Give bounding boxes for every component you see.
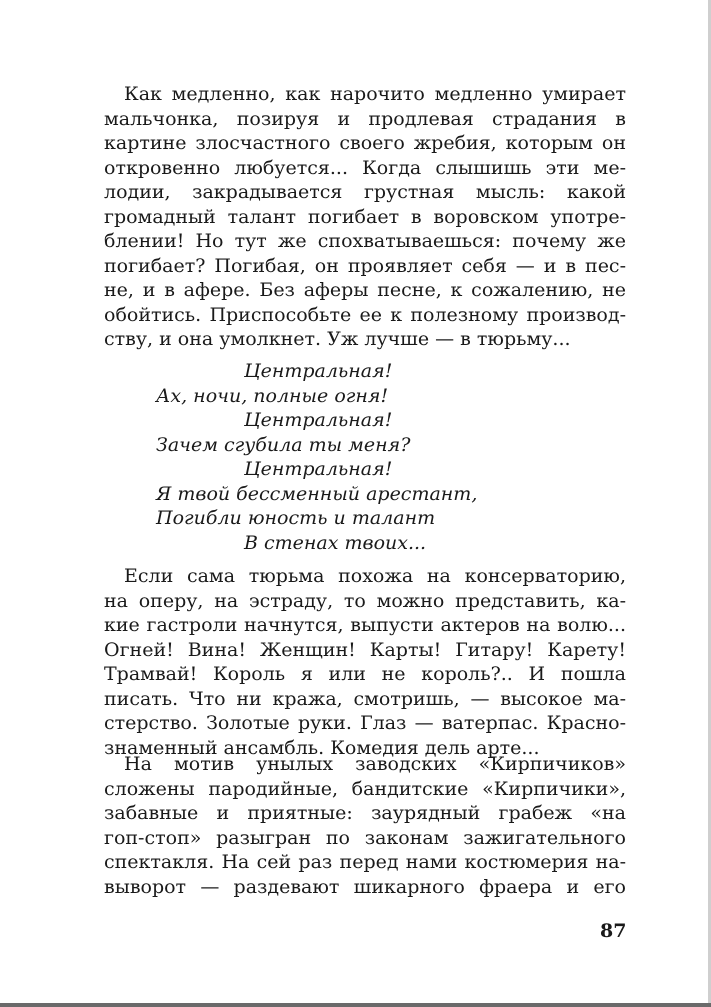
verse-line: Ах, ночи, полные огня! xyxy=(156,384,389,407)
text-line: откровенно любуется... Когда слышишь эти ме- xyxy=(104,156,626,179)
paragraph-3 xyxy=(104,752,626,899)
text-line: выворот — раздевают шикарного фраера и его xyxy=(104,875,626,898)
verse-line: Зачем сгубила ты меня? xyxy=(156,433,411,456)
text-line: кие гастроли начнутся, выпусти актеров на волю... xyxy=(104,614,626,636)
text-line: обойтись. Приспособьте ее к полезному производ- xyxy=(104,303,626,326)
text-line: сложены пародийные, бандитские «Кирпичики», xyxy=(104,777,626,800)
page-number: 87 xyxy=(600,920,627,942)
text-line: Трамвай! Король я или не король?.. И пошла xyxy=(104,663,626,685)
text-line: картине злосчастного своего жребия, которым он xyxy=(104,132,626,154)
verse-line: Центральная! xyxy=(244,360,393,382)
verse-line: Центральная! xyxy=(244,458,393,480)
text-line: блении! Но тут же спохватываешься: почему же xyxy=(104,230,626,252)
text-line: писать. Что ни кража, смотришь, — высокое ма- xyxy=(104,687,626,710)
text-line: не, и в афере. Без аферы песне, к сожалению, не xyxy=(104,279,626,301)
text-line: ству, и она умолкнет. Уж лучше — в тюрьму... xyxy=(104,328,571,350)
text-line: мальчонка, позируя и продлевая страдания в xyxy=(104,107,626,130)
text-line: стерство. Золотые руки. Глаз — ватерпас. Красно- xyxy=(104,712,626,734)
text-line: на оперу, на эстраду, то можно представить, ка- xyxy=(104,589,626,612)
text-line: лодии, закрадывается грустная мысль: какой xyxy=(104,181,626,203)
paragraph-2 xyxy=(104,564,626,760)
text-line: спектакля. На сей раз перед нами костюмерия на- xyxy=(104,851,626,873)
text-line: Если сама тюрьма похожа на консерваторию, xyxy=(124,565,626,587)
text-line: погибает? Погибая, он проявляет себя — и в пес- xyxy=(104,254,626,277)
verse-line: Центральная! xyxy=(244,409,393,431)
verse-quote xyxy=(156,359,477,555)
text-line: гоп-стоп» разыгран по законам зажигательного xyxy=(104,826,626,849)
paragraph-1 xyxy=(104,82,626,352)
verse-line: Погибли юность и талант xyxy=(156,507,436,529)
text-line: Огней! Вина! Женщин! Карты! Гитару! Карету! xyxy=(104,638,626,661)
page-edge-bottom xyxy=(0,1003,711,1007)
text-line: На мотив унылых заводских «Кирпичиков» xyxy=(124,753,626,775)
verse-line: В стенах твоих... xyxy=(244,531,427,554)
verse-line: Я твой бессменный арестант, xyxy=(156,482,478,505)
text-line: забавные и приятные: заурядный грабеж «на xyxy=(104,802,626,824)
text-line: знаменный ансамбль. Комедия дель арте... xyxy=(104,736,540,759)
text-line: громадный талант погибает в воровском употре- xyxy=(104,205,626,228)
text-line: Как медленно, как нарочито медленно умирает xyxy=(124,83,626,105)
